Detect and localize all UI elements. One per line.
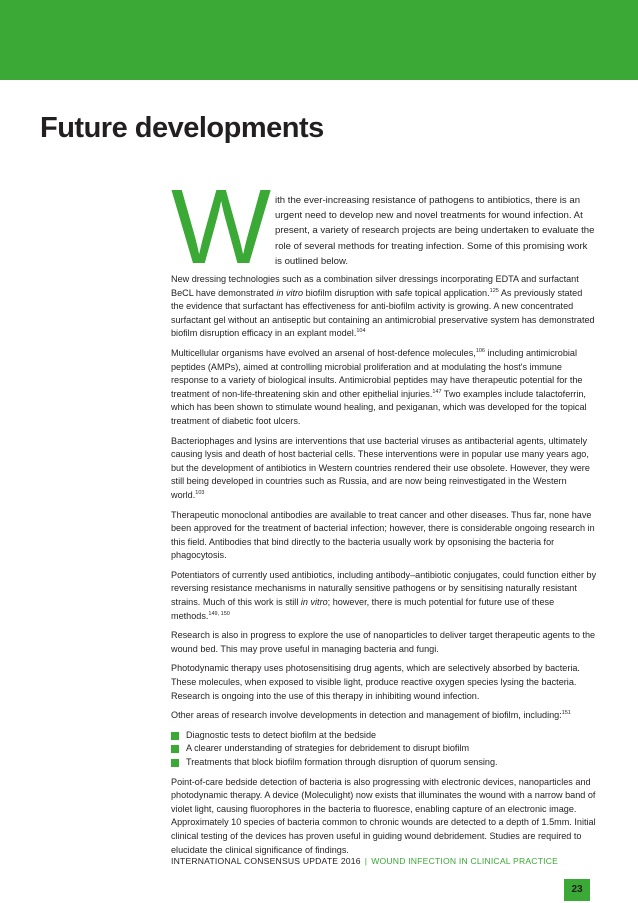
reference-marker: 104 bbox=[356, 328, 366, 335]
paragraph-photodynamic: Photodynamic therapy uses photosensitising drug agents, which are selectively absorbed by bacteria. These molecules, when exposed to visible light, produce reactive oxygen species lysing the bacteria. Research is ongoing into the use of this therapy in inhibiting wound infection. bbox=[171, 663, 580, 701]
reference-marker: 151 bbox=[561, 710, 571, 717]
green-square-bullet-icon bbox=[171, 732, 179, 740]
header-color-band bbox=[0, 0, 638, 80]
body-content bbox=[171, 273, 597, 863]
list-item: A clearer understanding of strategies for debridement to disrupt biofilm bbox=[171, 742, 597, 756]
biofilm-bullet-list bbox=[171, 729, 597, 770]
paragraph-point-of-care: Point-of-care bedside detection of bacteria is also progressing with electronic devices, nanoparticles and photodynamic therapy. A device (Moleculight) now exists that illuminates the wound with a narrow band of violet light, causing fluorophores in the bacteria to fluoresce, enabling capture of an electronic image. Approximately 10 species of bacteria common to chronic wounds are detected to a depth of 1.5mm. Initial clinical testing of the devices has proven useful in guiding wound debridement. Studies are required to elucidate the clinical significance of findings. bbox=[171, 776, 596, 855]
green-square-bullet-icon bbox=[171, 745, 179, 753]
paragraph-bacteriophages: Bacteriophages and lysins are interventions that use bacterial viruses as antibacterial agents, ultimately causing lysis and death of host bacterial cells. These interventions were in popular use many years ago, but the development of antibiotics in Western countries rendered their use obsolete. However, they were still being developed in countries such as Russia, and are now being reinvestigated in the Western world.$^{103}$ bbox=[171, 435, 590, 500]
footer-publication-title: INTERNATIONAL CONSENSUS UPDATE 2016 bbox=[171, 856, 361, 866]
footer-section-title: WOUND INFECTION IN CLINICAL PRACTICE bbox=[371, 856, 559, 866]
footer-separator: | bbox=[364, 856, 368, 866]
reference-marker: 125 bbox=[489, 287, 499, 294]
drop-cap: W bbox=[171, 168, 272, 286]
reference-marker: 147 bbox=[432, 388, 442, 395]
intro-paragraph: ith the ever-increasing resistance of pathogens to antibiotics, there is an urgent need to develop new and novel treatments for wound infection. At present, a variety of research projects are being undertaken to evaluate the role of several methods for treating infection. Some of this promising work is outlined below. bbox=[275, 195, 595, 267]
green-square-bullet-icon bbox=[171, 759, 179, 767]
paragraph-nanoparticles: Research is also in progress to explore the use of nanoparticles to deliver target therapeutic agents to the wound bed. This may prove useful in managing bacteria and fungi. bbox=[171, 630, 596, 654]
reference-marker: 149, 150 bbox=[208, 610, 230, 617]
paragraph-dressings: New dressing technologies such as a combination silver dressings incorporating EDTA and surfactant BeCL have demonstrated in vitro biofilm disruption with safe topical application.$^{125}$ As previously stated the evidence that surfactant has effectiveness for anti-biofilm activity is growing. A new concentrated surfactant gel without an antiseptic but containing an antimicrobial preservative system has demonstrated biofilm disruption efficacy in an explant model.$^{104}$ bbox=[171, 274, 595, 339]
paragraph-peptides: Multicellular organisms have evolved an arsenal of host-defence molecules,$^{106}$ including antimicrobial peptides (AMPs), aimed at controlling microbial proliferation and at modulating the host's immune response to a variety of biological insults. Antimicrobial peptides may have therapeutic potential for the treatment of non-life-threatening skin and other epithelial injuries.$^{147}$ Two examples include talactoferrin, which has been shown to stimulate wound healing, and pexiganan, which was developed for the topical treatment of diabetic foot ulcers. bbox=[171, 347, 587, 426]
paragraph-antibodies: Therapeutic monoclonal antibodies are available to treat cancer and other diseases. Thus far, none have been approved for the treatment of bacterial infection; however, there is considerable ongoing research in this field. Antibodies that bind directly to the bacteria usually work by opsonising the bacteria for phagocytosis. bbox=[171, 509, 595, 561]
page-title: Future developments bbox=[40, 112, 324, 144]
list-item: Treatments that block biofilm formation through disruption of quorum sensing. bbox=[171, 756, 597, 770]
footer bbox=[171, 856, 558, 866]
page-number: 23 bbox=[564, 879, 590, 901]
reference-marker: 103 bbox=[195, 489, 205, 496]
paragraph-biofilm-intro: Other areas of research involve developments in detection and management of biofilm, including:$^{151}$ bbox=[171, 710, 571, 721]
list-item: Diagnostic tests to detect biofilm at the bedside bbox=[171, 729, 597, 743]
reference-marker: 106 bbox=[475, 347, 485, 354]
paragraph-potentiators: Potentiators of currently used antibiotics, including antibody–antibiotic conjugates, could function either by reversing resistance mechanisms in naturally sensitive pathogens or by sensitising naturally resistant strains. Much of this work is still in vitro; however, there is much potential for future use of these methods.$^{149, 150}$ bbox=[171, 569, 597, 621]
